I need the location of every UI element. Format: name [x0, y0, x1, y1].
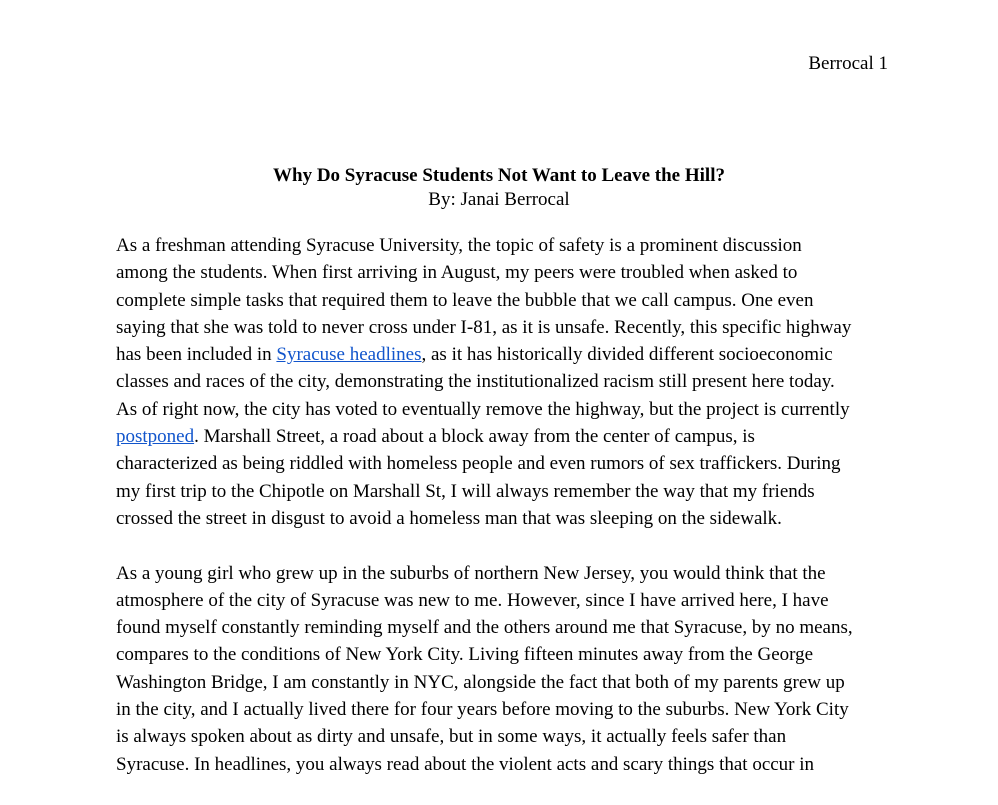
paragraph-line: As a young girl who grew up in the suburbs of northern New Jersey, you would think that the: [116, 562, 826, 584]
paragraph-line: characterized as being riddled with homeless people and even rumors of sex traffickers. During: [116, 453, 841, 475]
postponed-link[interactable]: postponed: [116, 426, 195, 448]
line-text: , as it has historically divided different socioeconomic: [421, 344, 833, 366]
paragraph-line: As a freshman attending Syracuse University, the topic of safety is a prominent discussion: [116, 235, 802, 256]
paragraph-line: crossed the street in disgust to avoid a homeless man that was sleeping on the sidewalk.: [116, 507, 782, 529]
body-text: [116, 232, 906, 805]
paragraph-line: Washington Bridge, I am constantly in NYC, alongside the fact that both of my parents grew up: [116, 671, 845, 693]
line-text: has been included in: [116, 344, 277, 366]
running-head: Berrocal 1: [808, 53, 888, 74]
paragraph-line: found myself constantly reminding myself and the others around me that Syracuse, by no means,: [116, 617, 853, 639]
paragraph-line: complete simple tasks that required them to leave the bubble that we call campus. One even: [116, 289, 814, 311]
document-title: Why Do Syracuse Students Not Want to Leave the Hill?: [273, 165, 725, 186]
paragraph-1: [116, 232, 906, 532]
syracuse-headlines-link[interactable]: Syracuse headlines: [276, 344, 422, 366]
paragraph-line: in the city, and I actually lived there for four years before moving to the suburbs. New York City: [116, 699, 849, 721]
paragraph-line-with-link: [116, 341, 906, 368]
paragraph-line: As of right now, the city has voted to eventually remove the highway, but the project is currently: [116, 398, 850, 420]
title-block: [0, 164, 998, 212]
paragraph-line: is always spoken about as dirty and unsafe, but in some ways, it actually feels safer than: [116, 726, 787, 748]
paragraph-line: compares to the conditions of New York City. Living fifteen minutes away from the George: [116, 644, 814, 666]
paragraph-line-with-link: [116, 423, 906, 450]
byline: By: Janai Berrocal: [428, 189, 570, 210]
paragraph-2: [116, 560, 906, 778]
paragraph-line: Syracuse. In headlines, you always read about the violent acts and scary things that occur in: [116, 753, 815, 775]
paragraph-line: atmosphere of the city of Syracuse was new to me. However, since I have arrived here, I have: [116, 589, 829, 611]
paragraph-line: classes and races of the city, demonstrating the institutionalized racism still present here today.: [116, 371, 835, 393]
paragraph-line: saying that she was told to never cross under I-81, as it is unsafe. Recently, this specific highway: [116, 316, 852, 338]
line-text: . Marshall Street, a road about a block away from the center of campus, is: [194, 426, 755, 448]
paragraph-line: among the students. When first arriving in August, my peers were troubled when asked to: [116, 262, 798, 284]
paragraph-line: my first trip to the Chipotle on Marshall St, I will always remember the way that my friends: [116, 480, 815, 502]
